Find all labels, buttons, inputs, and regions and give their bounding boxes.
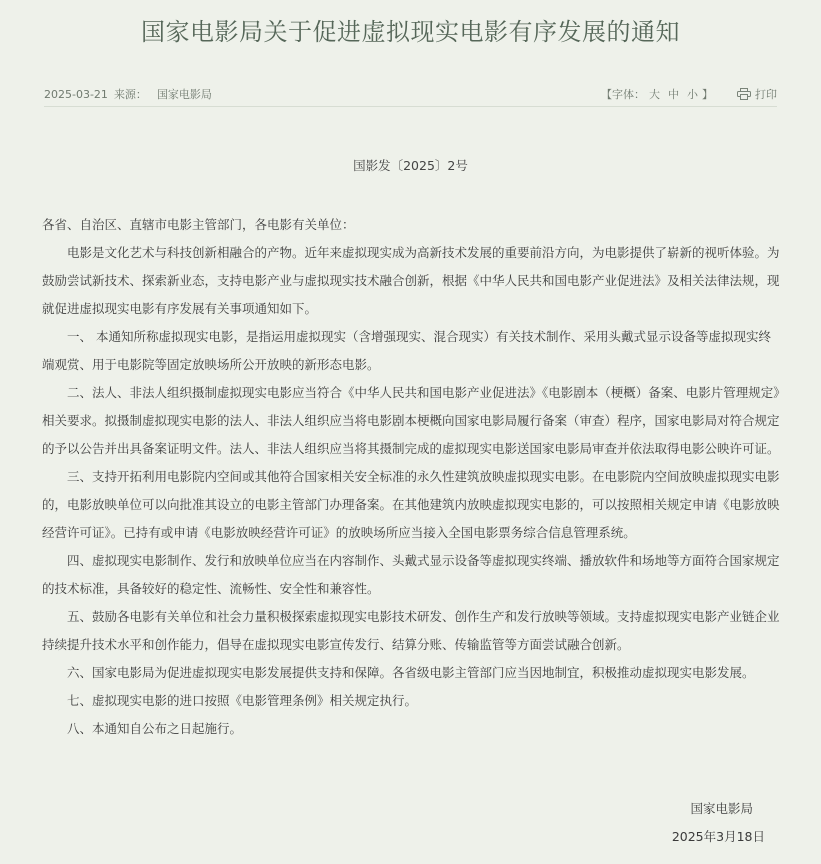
paragraph-item-1: 一、 本通知所称虚拟现实电影，是指运用虚拟现实（含增强现实、混合现实）有关技术制作、采用头戴式显示设备等虚拟现实终端观赏、用于电影院等固定放映场所公开放映的新形态电影。 — [42, 329, 771, 372]
source-name: 国家电影局 — [156, 88, 212, 101]
source-label: 来源： — [113, 88, 147, 101]
document-number: 国影发〔2025〕2号 — [353, 158, 468, 173]
font-size-label-close: 】 — [702, 88, 713, 101]
article-body — [42, 211, 780, 743]
publish-info — [44, 86, 218, 102]
paragraph-item-6: 六、国家电影局为促进虚拟现实电影发展提供支持和保障。各省级电影主管部门应当因地制宜，积极推动虚拟现实电影发展。 — [67, 665, 755, 680]
paragraph-item-2: 二、法人、非法人组织摄制虚拟现实电影应当符合《中华人民共和国电影产业促进法》《电影剧本（梗概）备案、电影片管理规定》相关要求。拟摄制虚拟现实电影的法人、非法人组织应当将电影剧本梗概向国家电影局履行备案（审查）程序，国家电影局对符合规定的予以公告并出具备案证明文件。法人、非法人组织应当将其摄制完成的虚拟现实电影送国家电影局审查并依法取得电影公映许可证。 — [42, 385, 780, 456]
font-size-selector — [601, 86, 713, 102]
article-meta-bar — [44, 86, 777, 102]
paragraph-intro: 电影是文化艺术与科技创新相融合的产物。近年来虚拟现实成为高新技术发展的重要前沿方向，为电影提供了崭新的视听体验。为鼓励尝试新技术、探索新业态，支持电影产业与虚拟现实技术融合创新，根据《中华人民共和国电影产业促进法》及相关法律法规，现就促进虚拟现实电影有序发展有关事项通知如下。 — [42, 245, 780, 316]
issue-date: 2025年3月18日 — [671, 829, 765, 844]
publish-date: 2025-03-21 — [44, 88, 108, 101]
header-divider — [44, 106, 777, 107]
issuer-signature: 国家电影局 — [690, 801, 753, 816]
print-button[interactable] — [737, 86, 777, 102]
font-size-small-button[interactable]: 小 — [687, 88, 698, 101]
salutation: 各省、自治区、直辖市电影主管部门，各电影有关单位： — [42, 217, 355, 232]
article-title: 国家电影局关于促进虚拟现实电影有序发展的通知 — [141, 18, 680, 46]
paragraph-item-8: 八、本通知自公布之日起施行。 — [67, 721, 243, 736]
font-size-large-button[interactable]: 大 — [649, 88, 660, 101]
paragraph-item-7: 七、虚拟现实电影的进口按照《电影管理条例》相关规定执行。 — [67, 693, 418, 708]
paragraph-item-4: 四、虚拟现实电影制作、发行和放映单位应当在内容制作、头戴式显示设备等虚拟现实终端、播放软件和场地等方面符合国家规定的技术标准，具备较好的稳定性、流畅性、安全性和兼容性。 — [42, 553, 780, 596]
font-size-medium-button[interactable]: 中 — [668, 88, 679, 101]
paragraph-item-5: 五、鼓励各电影有关单位和社会力量积极探索虚拟现实电影技术研发、创作生产和发行放映等领域。支持虚拟现实电影产业链企业持续提升技术水平和创作能力，倡导在虚拟现实电影宣传发行、结算分账、传输监管等方面尝试融合创新。 — [42, 609, 780, 652]
paragraph-item-3: 三、支持开拓利用电影院内空间或其他符合国家相关安全标准的永久性建筑放映虚拟现实电影。在电影院内空间放映虚拟现实电影的，电影放映单位可以向批准其设立的电影主管部门办理备案。在其他建筑内放映虚拟现实电影的，可以按照相关规定申请《电影放映经营许可证》。已持有或申请《电影放映经营许可证》的放映场所应当接入全国电影票务综合信息管理系统。 — [42, 469, 780, 540]
font-size-label-open: 【字体： — [601, 88, 645, 101]
print-label: 打印 — [755, 88, 777, 101]
printer-icon — [737, 88, 755, 101]
